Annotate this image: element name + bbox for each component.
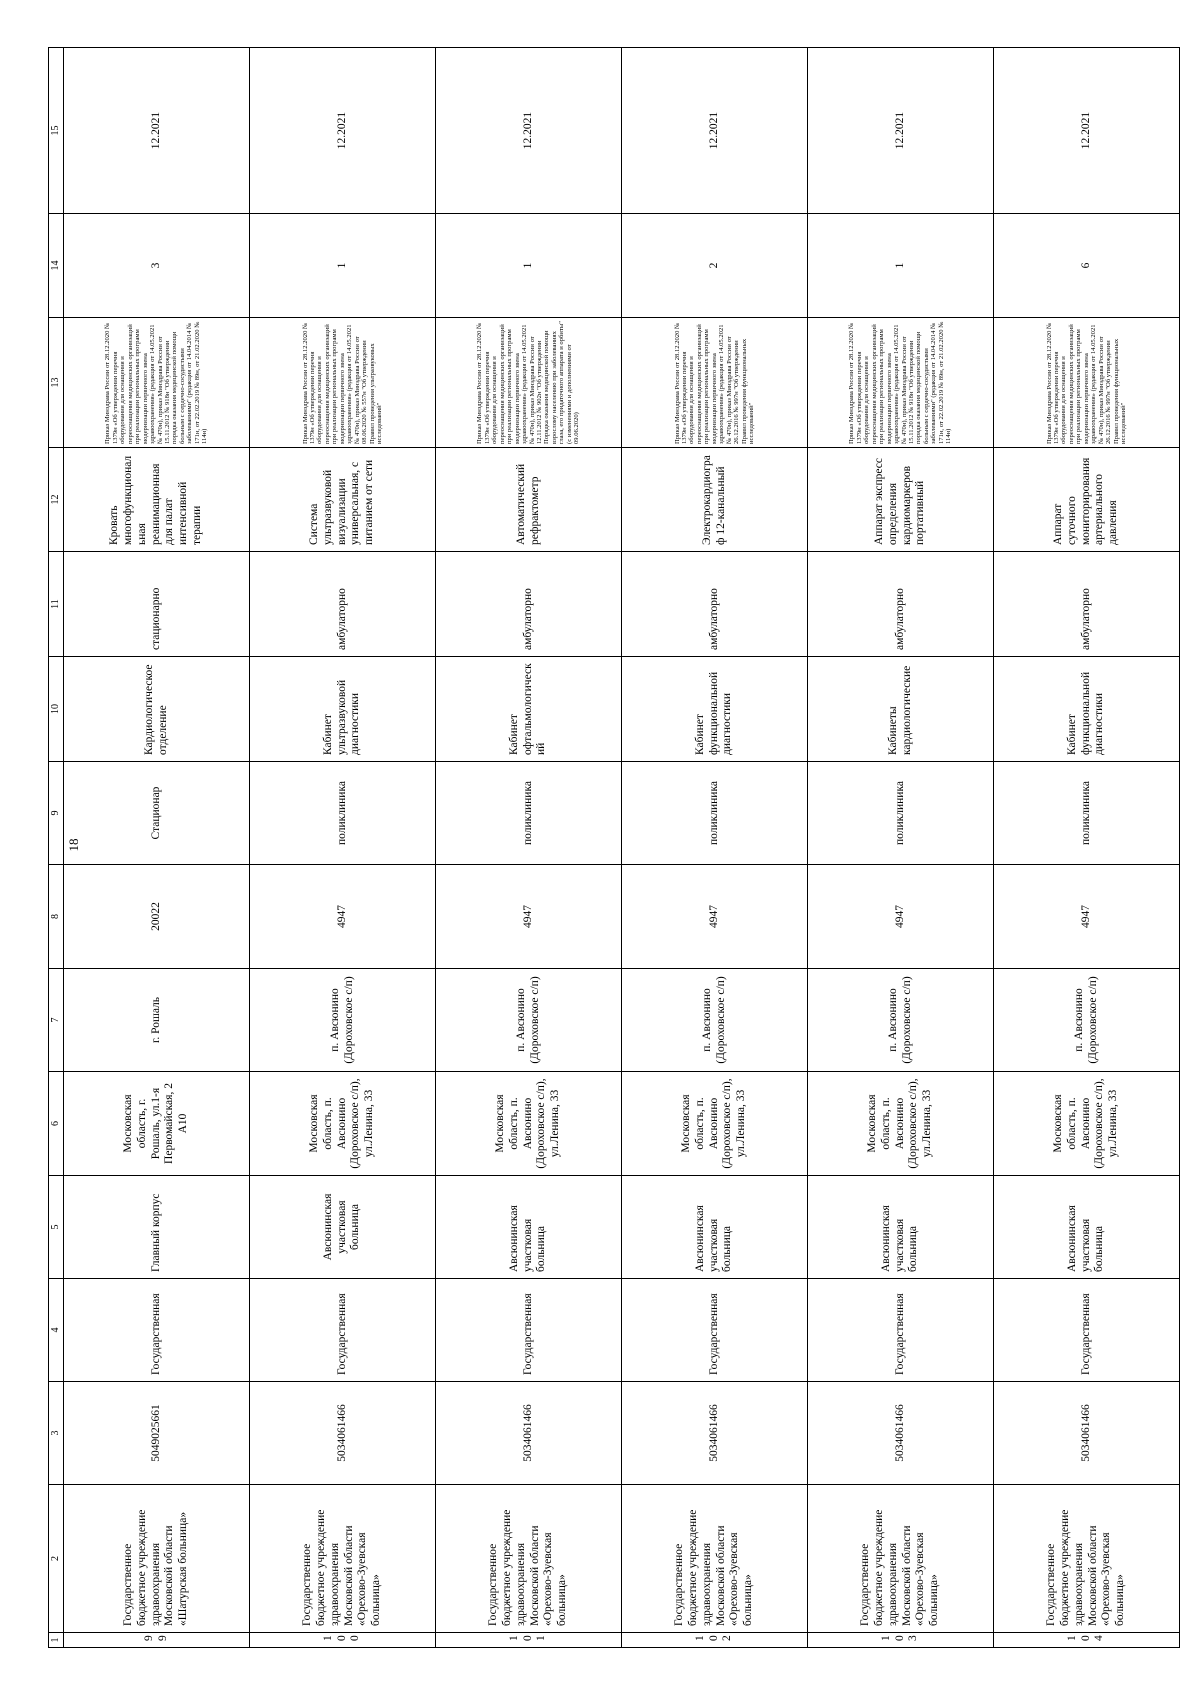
building-cell: Авсюнинская участковая больница [622,1176,808,1279]
date-cell: 12.2021 [808,48,994,214]
address-cell: Московская область, п. Авсюнино (Дороховское с/п), ул.Ленина, 33 [808,1072,994,1176]
column-number: 2 [49,1485,64,1633]
building-cell: Авсюнинская участковая больница [994,1176,1180,1279]
department-cell: Кабинеты кардиологические [808,657,994,762]
column-number: 13 [49,318,64,448]
address-cell: Московская область, п. Авсюнино (Дороховское с/п), ул.Ленина, 33 [622,1072,808,1176]
table-row [436,48,622,1648]
column-number: 6 [49,1072,64,1176]
inn-cell: 5034061466 [808,1382,994,1485]
code-cell: 4947 [622,865,808,969]
ownership-cell: Государственная [436,1279,622,1382]
ownership-cell: Государственная [994,1279,1180,1382]
equipment-cell: Автоматический рефрактометр [436,448,622,552]
date-cell: 12.2021 [994,48,1180,214]
unit-cell: поликлиника [436,762,622,865]
inn-cell: 5034061466 [622,1382,808,1485]
row-number-cell: 101 [436,1633,622,1648]
legal-basis-cell: Приказ Минздрава России от 28.12.2020 № 1379н «Об утверждении перечня оборудования для оснащения и переоснащения медицинских организаций при реализации региональных программ модернизации первичного звена здравоохранения» (редакция от 14.05.2021 № 470н), приказ Минздрава России от 15.11.2012 № 918н "Об утверждении порядка оказания медицинской помощи больным с сердечно-сосудистыми заболеваниями" (редакция от 14.04.2014 № 171н, от 22.02.2019 № 89н, от 21.02.2020 № 114н) [808,318,994,448]
legal-basis-cell: Приказ Минздрава России от 28.12.2020 № 1379н «Об утверждении перечня оборудования для оснащения и переоснащения медицинских организаций при реализации региональных программ модернизации первичного звена здравоохранения» (редакция от 14.05.2021 № 470н), приказ Минздрава России от 15.11.2012 № 918н "Об утверждении порядка оказания медицинской помощи больным с сердечно-сосудистыми заболеваниями" (редакция от 14.04.2014 № 171н, от 22.02.2019 № 89н, от 21.02.2020 № 114н) [64,318,250,448]
column-number: 1 [49,1633,64,1648]
column-number: 5 [49,1176,64,1279]
care-form-cell: амбулаторно [436,552,622,657]
department-cell: Кабинет функциональной диагностики [994,657,1180,762]
equipment-cell: Кровать многофункциональная реанимационная для палат интенсивной терапии [64,448,250,552]
quantity-cell: 1 [436,214,622,318]
care-form-cell: амбулаторно [994,552,1180,657]
organization-cell: Государственное бюджетное учреждение здравоохранения Московской области «Орехово-Зуевская больница» [622,1485,808,1633]
address-cell: Московская область, п. Авсюнино (Дороховское с/п), ул.Ленина, 33 [436,1072,622,1176]
locality-cell: г. Рошаль [64,969,250,1072]
legal-basis-cell: Приказ Минздрава России от 28.12.2020 № 1379н «Об утверждении перечня оборудования для оснащения и переоснащения медицинских организаций при реализации региональных программ модернизации первичного звена здравоохранения» (редакция от 14.05.2021 № 470н), приказ Минздрава России от 26.12.2016 № 997н "Об утверждении Правил проведения функциональных исследований" [994,318,1180,448]
address-cell: Московская область, г. Рошаль, ул.1-я Первомайская, 2 А10 [64,1072,250,1176]
equipment-cell: Система ультразвуковой визуализации универсальная, с питанием от сети [250,448,436,552]
table-row [994,48,1180,1648]
inn-cell: 5034061466 [436,1382,622,1485]
column-number: 7 [49,969,64,1072]
column-number: 8 [49,865,64,969]
organization-cell: Государственное бюджетное учреждение здравоохранения Московской области «Орехово-Зуевская больница» [250,1485,436,1633]
locality-cell: п. Авсюнино (Дороховское с/п) [994,969,1180,1072]
organization-cell: Государственное бюджетное учреждение здравоохранения Московской области «Орехово-Зуевская больница» [808,1485,994,1633]
column-number: 14 [49,214,64,318]
code-cell: 4947 [250,865,436,969]
ownership-cell: Государственная [250,1279,436,1382]
row-number-cell: 103 [808,1633,994,1648]
unit-cell: поликлиника [994,762,1180,865]
row-number-cell: 102 [622,1633,808,1648]
organization-cell: Государственное бюджетное учреждение здравоохранения Московской области «Шатурская больница» [64,1485,250,1633]
code-cell: 4947 [436,865,622,969]
column-number: 3 [49,1382,64,1485]
row-number-cell: 104 [994,1633,1180,1648]
inn-cell: 5034061466 [250,1382,436,1485]
equipment-table [48,47,1180,1648]
building-cell: Авсюнинская участковая больница [436,1176,622,1279]
equipment-cell: Электрокардиограф 12-канальный [622,448,808,552]
department-cell: Кабинет функциональной диагностики [622,657,808,762]
organization-cell: Государственное бюджетное учреждение здравоохранения Московской области «Орехово-Зуевская больница» [436,1485,622,1633]
unit-cell: поликлиника [808,762,994,865]
equipment-cell: Аппарат экспресс определения кардиомаркеров портативный [808,448,994,552]
column-number: 12 [49,448,64,552]
date-cell: 12.2021 [64,48,250,214]
column-number: 9 [49,762,64,865]
table-row [64,48,250,1648]
care-form-cell: амбулаторно [250,552,436,657]
department-cell: Кабинет офтальмологический [436,657,622,762]
page-number: 18 [66,838,81,852]
unit-cell: Стационар [64,762,250,865]
building-cell: Авсюнинская участковая больница [808,1176,994,1279]
equipment-cell: Аппарат суточного мониторирования артериального давления [994,448,1180,552]
care-form-cell: амбулаторно [808,552,994,657]
care-form-cell: стационарно [64,552,250,657]
date-cell: 12.2021 [622,48,808,214]
column-number: 15 [49,48,64,214]
column-number: 11 [49,552,64,657]
department-cell: Кардиологическое отделение [64,657,250,762]
column-number-row [49,48,64,1648]
care-form-cell: амбулаторно [622,552,808,657]
date-cell: 12.2021 [250,48,436,214]
ownership-cell: Государственная [64,1279,250,1382]
column-number: 10 [49,657,64,762]
row-number-cell: 100 [250,1633,436,1648]
quantity-cell: 6 [994,214,1180,318]
quantity-cell: 2 [622,214,808,318]
quantity-cell: 3 [64,214,250,318]
table-row [808,48,994,1648]
date-cell: 12.2021 [436,48,622,214]
inn-cell: 5034061466 [994,1382,1180,1485]
row-number-cell: 99 [64,1633,250,1648]
ownership-cell: Государственная [622,1279,808,1382]
legal-basis-cell: Приказ Минздрава России от 28.12.2020 № 1379н «Об утверждении перечня оборудования для оснащения и переоснащения медицинских организаций при реализации региональных программ модернизации первичного звена здравоохранения» (редакция от 14.05.2021 № 470н), приказ Минздрава России от 12.11.2012 № 902н "Об утверждении Порядка оказания медицинской помощи взрослому населению при заболеваниях глаза, его придаточного аппарата и орбиты" (с изменениями и дополнениями от 09.06.2020) [436,318,622,448]
ownership-cell: Государственная [808,1279,994,1382]
table-row [250,48,436,1648]
inn-cell: 5049025661 [64,1382,250,1485]
column-number: 4 [49,1279,64,1382]
quantity-cell: 1 [808,214,994,318]
locality-cell: п. Авсюнино (Дороховское с/п) [250,969,436,1072]
code-cell: 4947 [994,865,1180,969]
legal-basis-cell: Приказ Минздрава России от 28.12.2020 № 1379н «Об утверждении перечня оборудования для оснащения и переоснащения медицинских организаций при реализации региональных программ модернизации первичного звена здравоохранения» (редакция от 14.05.2021 № 470н), приказ Минздрава России от 26.12.2016 № 997н "Об утверждении Правил проведения функциональных исследований" [622,318,808,448]
quantity-cell: 1 [250,214,436,318]
code-cell: 20022 [64,865,250,969]
code-cell: 4947 [808,865,994,969]
legal-basis-cell: Приказ Минздрава России от 28.12.2020 № 1379н «Об утверждении перечня оборудования для оснащения и переоснащения медицинских организаций при реализации региональных программ модернизации первичного звена здравоохранения» (редакция от 14.05.2021 № 470н), приказ Минздрава России от 08.06.2020 № 557н "Об утверждении Правил проведения ультразвуковых исследований" [250,318,436,448]
unit-cell: поликлиника [622,762,808,865]
address-cell: Московская область, п. Авсюнино (Дороховское с/п), ул.Ленина, 33 [250,1072,436,1176]
building-cell: Главный корпус [64,1176,250,1279]
unit-cell: поликлиника [250,762,436,865]
locality-cell: п. Авсюнино (Дороховское с/п) [436,969,622,1072]
locality-cell: п. Авсюнино (Дороховское с/п) [622,969,808,1072]
department-cell: Кабинет ультразвуковой диагностики [250,657,436,762]
locality-cell: п. Авсюнино (Дороховское с/п) [808,969,994,1072]
address-cell: Московская область, п. Авсюнино (Дороховское с/п), ул.Ленина, 33 [994,1072,1180,1176]
organization-cell: Государственное бюджетное учреждение здравоохранения Московской области «Орехово-Зуевская больница» [994,1485,1180,1633]
building-cell: Авсюнинская участковая больница [250,1176,436,1279]
equipment-table-container [48,48,1158,1648]
table-row [622,48,808,1648]
